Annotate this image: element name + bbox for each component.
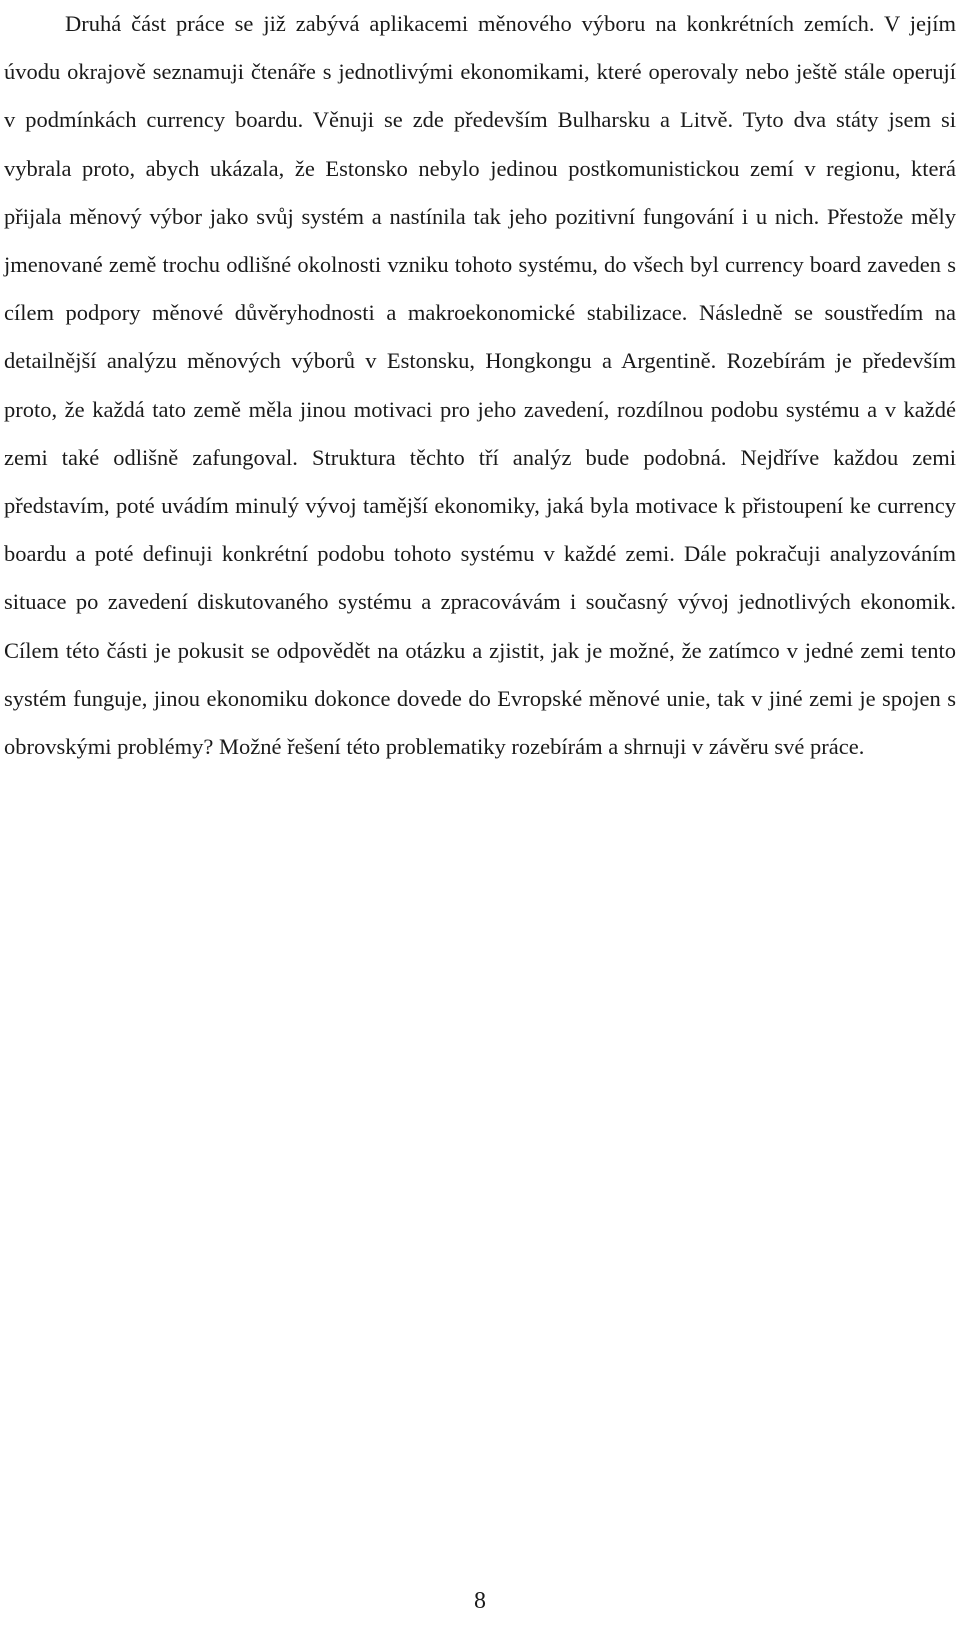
body-paragraph: Druhá část práce se již zabývá aplikacemi měnového výboru na konkrétních zemích. V jejím úvodu okrajově seznamuji čtenáře s jednotlivými ekonomikami, které operovaly nebo ještě stále operují v podmínkách currency boardu. Věnuji se zde především Bulharsku a Litvě. Tyto dva státy jsem si vybrala proto, abych ukázala, že Estonsko nebylo jedinou postkomunistickou zemí v regionu, která přijala měnový výbor jako svůj systém a nastínila tak jeho pozitivní fungování i u nich. Přestože měly jmenované země trochu odlišné okolnosti vzniku tohoto systému, do všech byl currency board zaveden s cílem podpory měnové důvěryhodnosti a makroekonomické stabilizace. Následně se soustředím na detailnější analýzu měnových výborů v Estonsku, Hongkongu a Argentině. Rozebírám je především proto, že každá tato země měla jinou motivaci pro jeho zavedení, rozdílnou podobu systému a v každé zemi také odlišně zafungoval. Struktura těchto tří analýz bude podobná. Nejdříve každou zemi představím, poté uvádím minulý vývoj tamější ekonomiky, jaká byla motivace k přistoupení ke currency boardu a poté definuji konkrétní podobu tohoto systému v každé zemi. Dále pokračuji analyzováním situace po zavedení diskutovaného systému a zpracovávám i současný vývoj jednotlivých ekonomik. Cílem této části je pokusit se odpovědět na otázku a zjistit, jak je možné, že zatímco v jedné zemi tento systém funguje, jinou ekonomiku dokonce dovede do Evropské měnové unie, tak v jiné zemi je spojen s obrovskými problémy? Možné řešení této problematiky rozebírám a shrnuji v závěru své práce.: [4, 11, 956, 760]
page-number: 8: [474, 1588, 486, 1614]
